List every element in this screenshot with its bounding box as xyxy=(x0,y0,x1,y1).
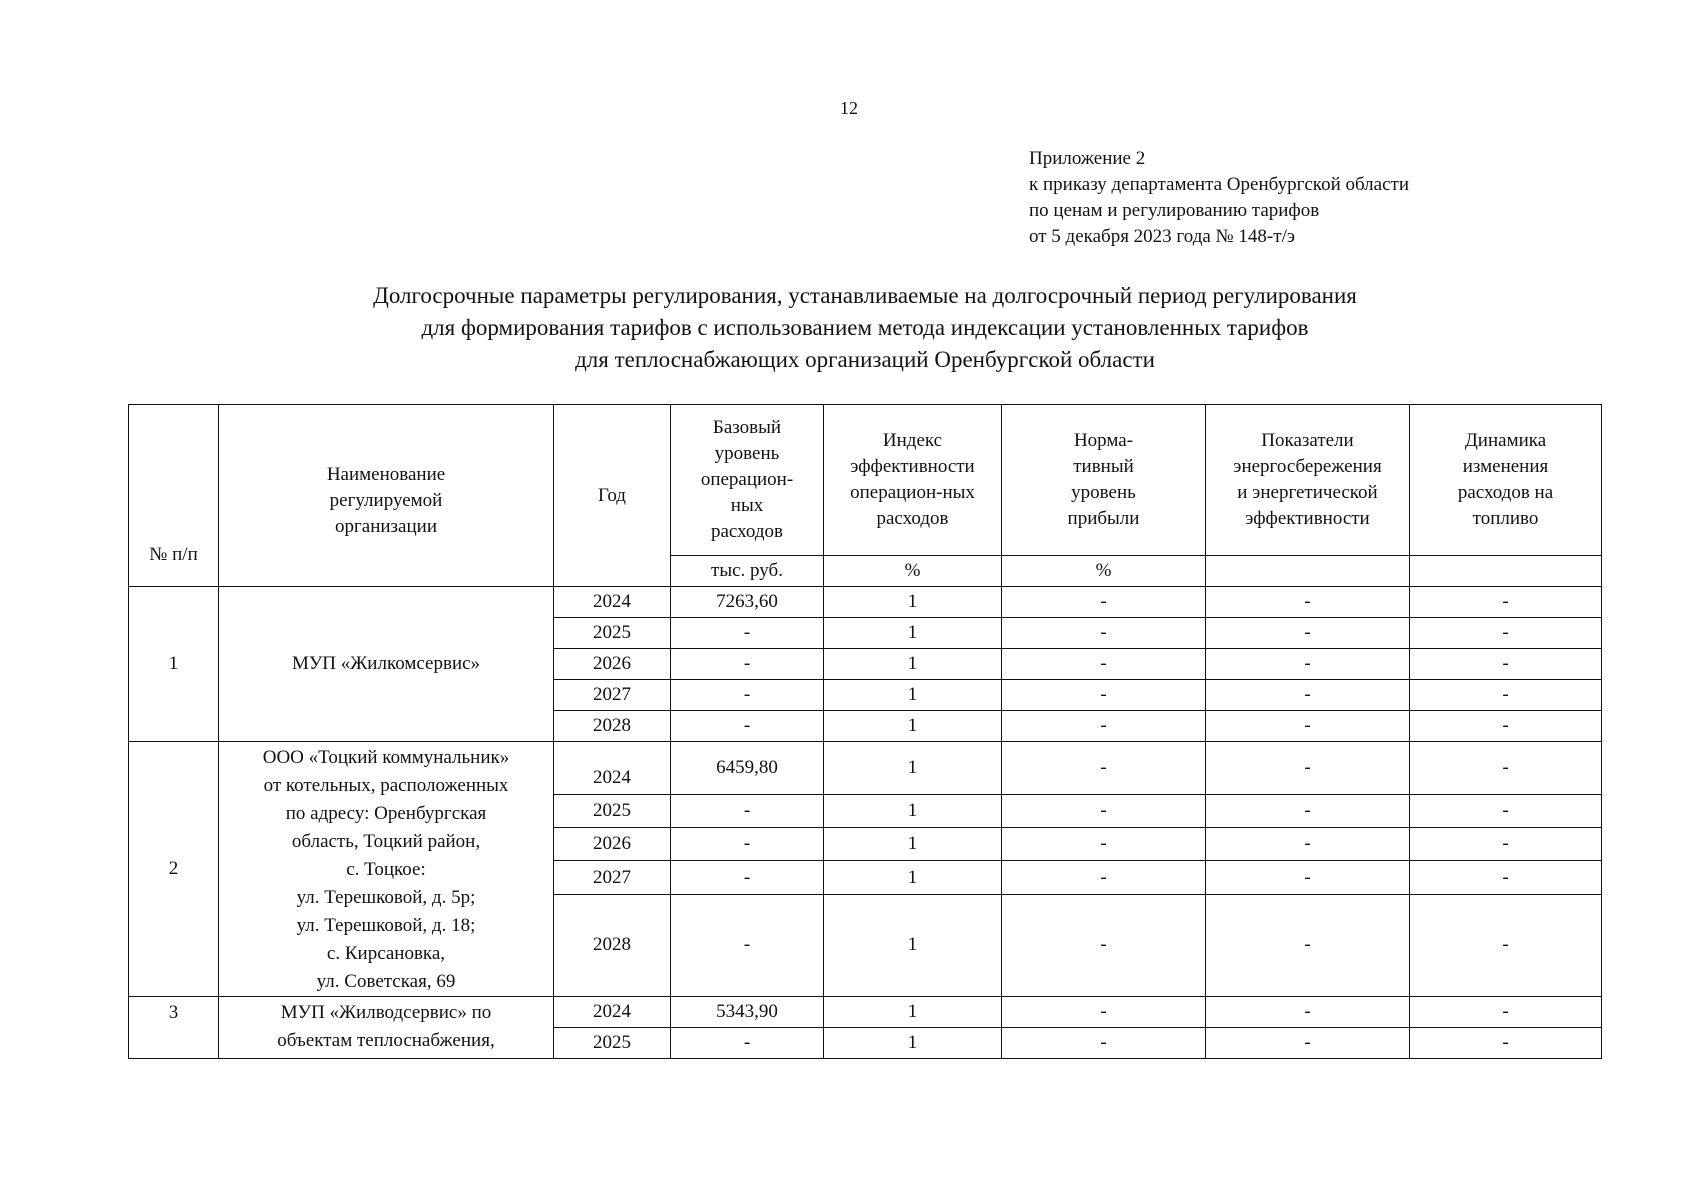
cell-line: Наименование xyxy=(326,463,446,485)
cell-line: по адресу: Оренбургская xyxy=(285,803,487,824)
cell-line: тивный xyxy=(1073,456,1134,477)
header-no: № п/п xyxy=(129,405,219,587)
cell-base: - xyxy=(671,794,824,827)
cell-index: 1 xyxy=(824,649,1002,680)
cell-index: 1 xyxy=(824,894,1002,996)
cell-norm: - xyxy=(1002,680,1206,711)
cell-fuel: - xyxy=(1410,828,1602,861)
cell-base: 7263,60 xyxy=(671,587,824,618)
unit-energy xyxy=(1206,556,1410,587)
cell-index: 1 xyxy=(824,711,1002,742)
cell-norm: - xyxy=(1002,742,1206,795)
unit-fuel xyxy=(1410,556,1602,587)
cell-line: Индекс xyxy=(882,430,943,451)
unit-index: % xyxy=(824,556,1002,587)
cell-line: ных xyxy=(730,495,764,516)
cell-year: 2028 xyxy=(554,711,671,742)
cell-energy: - xyxy=(1206,618,1410,649)
cell-year: 2024 xyxy=(554,587,671,618)
title-line: для формирования тарифов с использованием метода индексации установленных тарифов xyxy=(421,315,1309,340)
cell-line: объектам теплоснабжения, xyxy=(277,1030,495,1051)
cell-norm: - xyxy=(1002,618,1206,649)
cell-base: - xyxy=(671,680,824,711)
cell-line: эффективности xyxy=(850,456,975,477)
cell-norm: - xyxy=(1002,649,1206,680)
cell-index: 1 xyxy=(824,742,1002,795)
cell-line: область, Тоцкий район, xyxy=(291,831,481,852)
cell-base: - xyxy=(671,894,824,996)
cell-energy: - xyxy=(1206,680,1410,711)
header-profit-norm xyxy=(1002,405,1206,556)
cell-index: 1 xyxy=(824,828,1002,861)
cell-index: 1 xyxy=(824,680,1002,711)
cell-norm: - xyxy=(1002,861,1206,894)
cell-fuel: - xyxy=(1410,587,1602,618)
cell-line: организации xyxy=(334,515,437,537)
table-row xyxy=(129,587,1602,618)
cell-line: от котельных, расположенных xyxy=(263,775,509,796)
cell-energy: - xyxy=(1206,1028,1410,1059)
cell-year: 2024 xyxy=(554,997,671,1028)
cell-year: 2025 xyxy=(554,1028,671,1059)
cell-index: 1 xyxy=(824,997,1002,1028)
cell-base: - xyxy=(671,828,824,861)
cell-line: и энергетической xyxy=(1237,482,1378,503)
cell-index: 1 xyxy=(824,794,1002,827)
appendix-line: по ценам и регулированию тарифов xyxy=(1029,200,1320,221)
cell-line: уровень xyxy=(714,443,780,464)
org-number: 2 xyxy=(129,742,219,997)
cell-norm: - xyxy=(1002,828,1206,861)
cell-base: - xyxy=(671,861,824,894)
cell-line: энергосбережения xyxy=(1233,456,1382,477)
cell-index: 1 xyxy=(824,587,1002,618)
cell-energy: - xyxy=(1206,742,1410,795)
cell-line: расходов xyxy=(876,508,949,529)
header-name xyxy=(219,405,554,587)
header-energy-saving xyxy=(1206,405,1410,556)
table-row xyxy=(129,742,1602,795)
cell-line: регулируемой xyxy=(329,489,443,511)
cell-line: ул. Терешковой, д. 18; xyxy=(296,915,476,936)
cell-norm: - xyxy=(1002,711,1206,742)
header-base-level xyxy=(671,405,824,556)
cell-line: ул. Советская, 69 xyxy=(316,971,456,992)
cell-base: - xyxy=(671,649,824,680)
cell-year: 2027 xyxy=(554,861,671,894)
title-line: для теплоснабжающих организаций Оренбургской области xyxy=(575,347,1155,372)
cell-norm: - xyxy=(1002,894,1206,996)
header-fuel-dynamics xyxy=(1410,405,1602,556)
cell-line: Норма- xyxy=(1073,430,1134,451)
cell-line: уровень xyxy=(1071,482,1136,503)
cell-year: 2028 xyxy=(554,894,671,996)
cell-base: - xyxy=(671,1028,824,1059)
cell-year: 2024 xyxy=(554,742,671,795)
cell-energy: - xyxy=(1206,828,1410,861)
cell-norm: - xyxy=(1002,587,1206,618)
cell-line: МУП «Жилводсервис» по xyxy=(280,1002,492,1023)
cell-line: Динамика xyxy=(1464,430,1547,451)
org-number: 1 xyxy=(129,587,219,742)
header-year: Год xyxy=(554,405,671,587)
cell-norm: - xyxy=(1002,794,1206,827)
cell-fuel: - xyxy=(1410,618,1602,649)
cell-energy: - xyxy=(1206,711,1410,742)
org-number: 3 xyxy=(129,997,219,1059)
org-name xyxy=(219,997,554,1059)
cell-fuel: - xyxy=(1410,861,1602,894)
header-efficiency-index xyxy=(824,405,1002,556)
appendix-line: от 5 декабря 2023 года № 148-т/э xyxy=(1029,226,1295,247)
cell-energy: - xyxy=(1206,861,1410,894)
cell-energy: - xyxy=(1206,587,1410,618)
parameters-table xyxy=(128,404,1602,1059)
table-row xyxy=(129,997,1602,1028)
cell-index: 1 xyxy=(824,861,1002,894)
cell-year: 2026 xyxy=(554,828,671,861)
cell-energy: - xyxy=(1206,894,1410,996)
cell-line: расходов xyxy=(711,521,783,542)
cell-base: - xyxy=(671,711,824,742)
cell-fuel: - xyxy=(1410,997,1602,1028)
cell-line: прибыли xyxy=(1067,508,1140,529)
cell-line: эффективности xyxy=(1245,508,1370,529)
org-name xyxy=(219,742,554,997)
cell-norm: - xyxy=(1002,997,1206,1028)
cell-energy: - xyxy=(1206,794,1410,827)
cell-norm: - xyxy=(1002,1028,1206,1059)
cell-line: ул. Терешковой, д. 5р; xyxy=(296,887,476,908)
cell-base: 5343,90 xyxy=(671,997,824,1028)
cell-line: Базовый xyxy=(712,417,782,438)
cell-fuel: - xyxy=(1410,794,1602,827)
cell-energy: - xyxy=(1206,997,1410,1028)
cell-fuel: - xyxy=(1410,680,1602,711)
cell-line: изменения xyxy=(1462,456,1549,477)
cell-base: - xyxy=(671,618,824,649)
unit-base: тыс. руб. xyxy=(671,556,824,587)
appendix-line: к приказу департамента Оренбургской области xyxy=(1029,174,1409,195)
header-row xyxy=(129,405,1602,556)
appendix-line: Приложение 2 xyxy=(1029,148,1146,169)
cell-line: МУП «Жилкомсервис» xyxy=(291,653,481,674)
cell-year: 2025 xyxy=(554,618,671,649)
cell-line: топливо xyxy=(1472,508,1539,529)
cell-index: 1 xyxy=(824,618,1002,649)
cell-fuel: - xyxy=(1410,711,1602,742)
cell-line: расходов на xyxy=(1457,482,1554,503)
cell-base: 6459,80 xyxy=(671,742,824,795)
cell-line: операцион-ных xyxy=(850,482,975,503)
cell-energy: - xyxy=(1206,649,1410,680)
unit-norm: % xyxy=(1002,556,1206,587)
page-number: 12 xyxy=(840,98,858,118)
cell-fuel: - xyxy=(1410,1028,1602,1059)
title-line: Долгосрочные параметры регулирования, устанавливаемые на долгосрочный период регулирования xyxy=(373,283,1357,308)
cell-line: операцион- xyxy=(700,469,794,490)
org-name xyxy=(219,587,554,742)
cell-line: с. Тоцкое: xyxy=(346,859,426,880)
cell-line: ООО «Тоцкий коммунальник» xyxy=(262,747,510,768)
cell-fuel: - xyxy=(1410,649,1602,680)
appendix-block xyxy=(1029,146,1409,250)
cell-year: 2026 xyxy=(554,649,671,680)
cell-index: 1 xyxy=(824,1028,1002,1059)
cell-line: с. Кирсановка, xyxy=(326,943,446,964)
cell-year: 2027 xyxy=(554,680,671,711)
cell-year: 2025 xyxy=(554,794,671,827)
cell-line: Показатели xyxy=(1261,430,1354,451)
cell-fuel: - xyxy=(1410,742,1602,795)
document-title xyxy=(0,280,1698,376)
cell-fuel: - xyxy=(1410,894,1602,996)
